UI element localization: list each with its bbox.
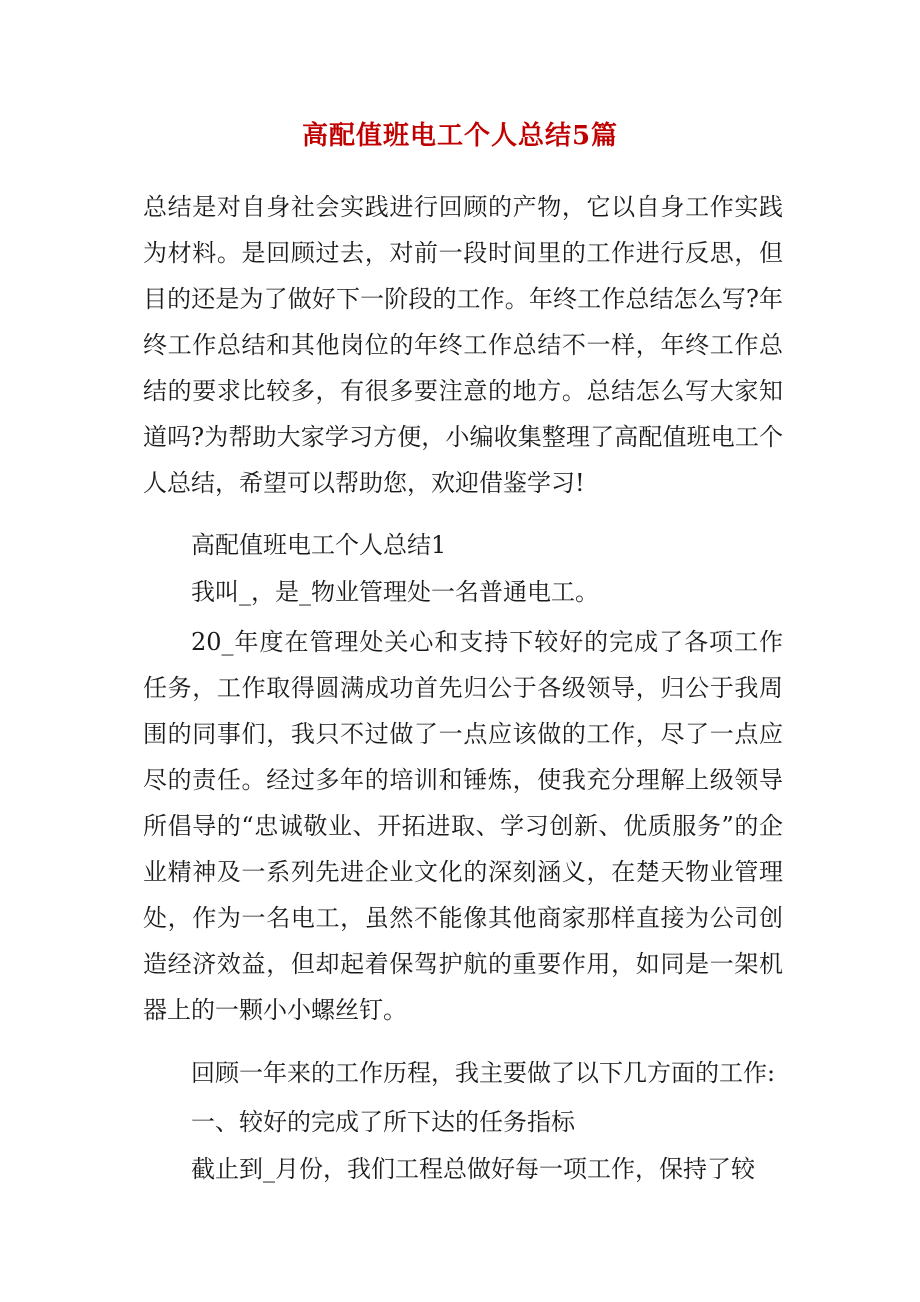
paragraph-task-progress: 截止到_月份，我们工程总做好每一项工作，保持了较 xyxy=(191,1155,755,1183)
document-title: 高配值班电工个人总结5篇 xyxy=(301,121,619,151)
paragraph-annual-work: 20_年度在管理处关心和支持下较好的完成了各项工作任务，工作取得圆满成功首先归公于各级领导，归公于我周围的同事们，我只不过做了一点应该做的工作，尽了一点应尽的责任。经过多年的培训和锤炼，使我充分理解上级领导所倡导的“忠诚敬业、开拓进取、学习创新、优质服务”的企业精神及一系列先进企业文化的深刻涵义，在楚天物业管理处，作为一名电工，虽然不能像其他商家那样直接为公司创造经济效益，但却起着保驾护航的重要作用，如同是一架机器上的一颗小小螺丝钉。 xyxy=(143,628,783,1024)
intro-paragraph: 总结是对自身社会实践进行回顾的产物，它以自身工作实践为材料。是回顾过去，对前一段时间里的工作进行反思，但目的还是为了做好下一阶段的工作。年终工作总结怎么写?年终工作总结和其他岗位的年终工作总结不一样，年终工作总结的要求比较多，有很多要注意的地方。总结怎么写大家知道吗?为帮助大家学习方便，小编收集整理了高配值班电工个人总结，希望可以帮助您，欢迎借鉴学习! xyxy=(143,193,783,497)
subheading-task-indicators: 一、较好的完成了所下达的任务指标 xyxy=(191,1108,575,1136)
section-heading-1: 高配值班电工个人总结1 xyxy=(191,531,447,559)
paragraph-review: 回顾一年来的工作历程，我主要做了以下几方面的工作: xyxy=(191,1059,776,1087)
paragraph-introduction-self: 我叫_，是_物业管理处一名普通电工。 xyxy=(191,578,599,606)
